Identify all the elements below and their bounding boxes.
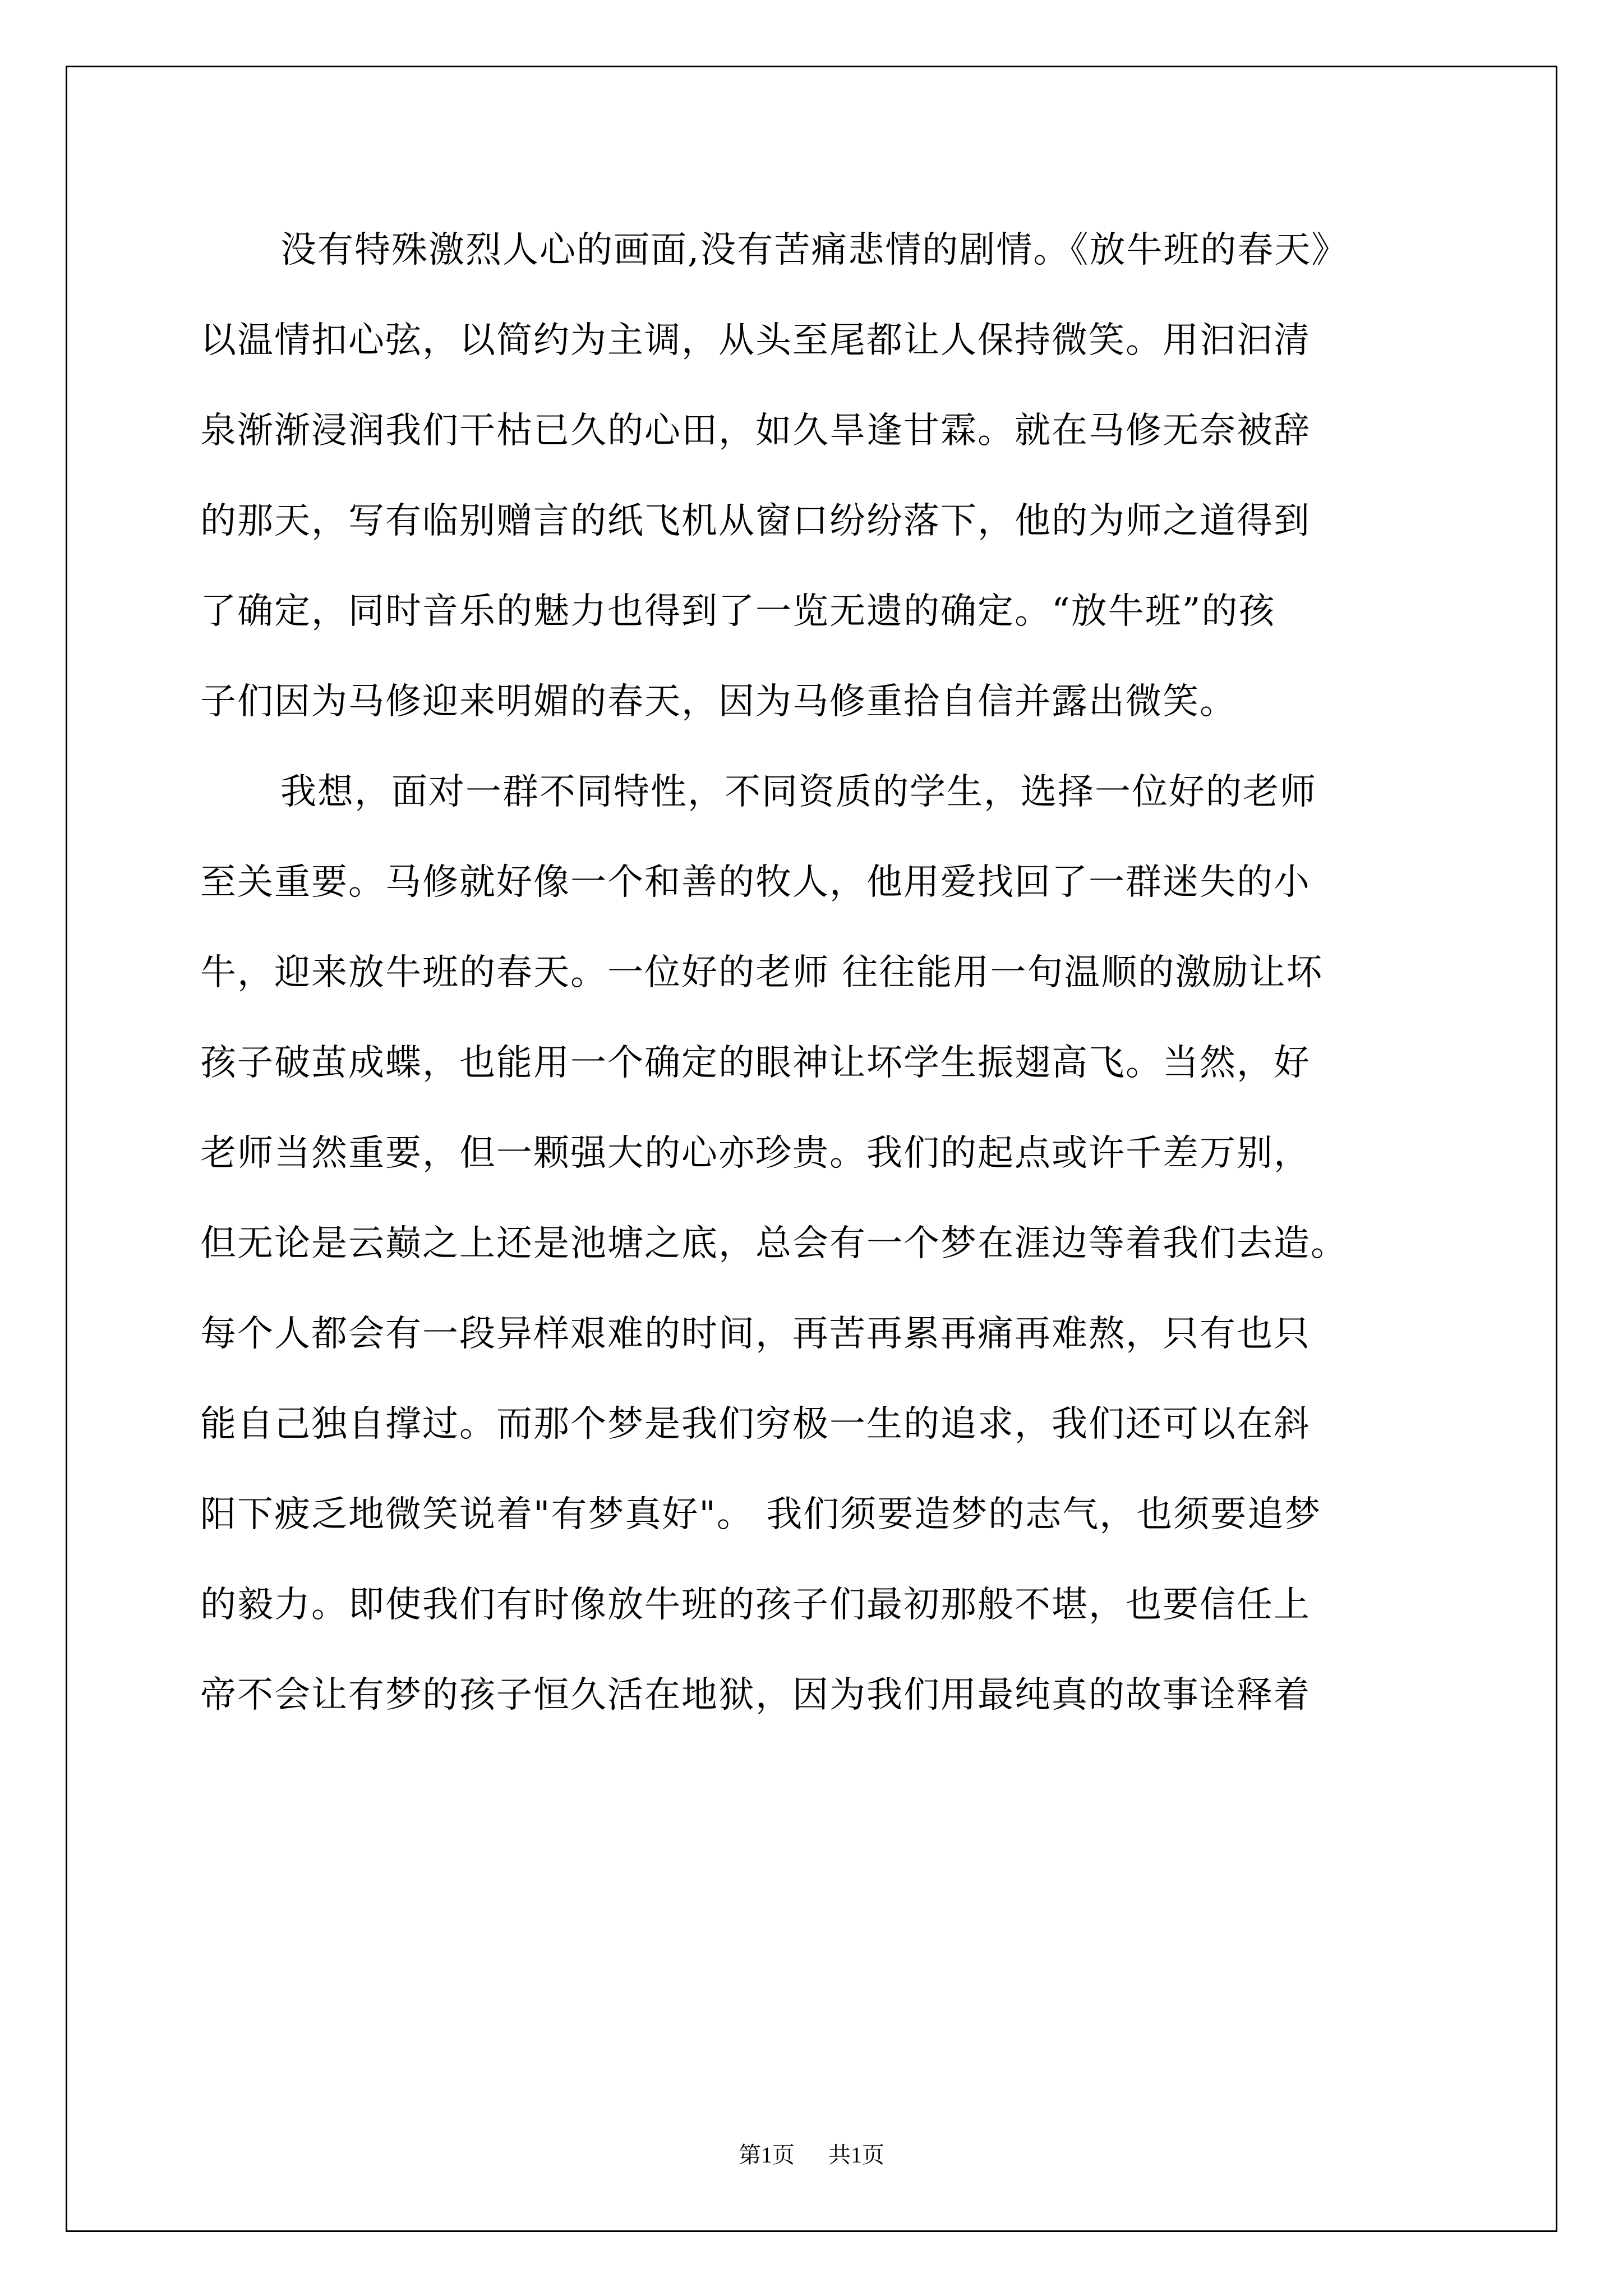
text-line: 老师当然重要，但一颗强大的心亦珍贵。我们的起点或许千差万别， (200, 1133, 1311, 1174)
text-line: 孩子破茧成蝶，也能用一个确定的眼神让坏学生振翅高飞。当然，好 (200, 1042, 1311, 1084)
text-line: 能自己独自撑过。而那个梦是我们穷极一生的追求，我们还可以在斜 (200, 1404, 1311, 1445)
text-line: 以温情扣心弦，以简约为主调，从头至尾都让人保持微笑。用汩汩清 (200, 320, 1311, 361)
text-line: 了确定，同时音乐的魅力也得到了一览无遗的确定。“放牛班”的孩 (200, 591, 1276, 632)
text-line: 泉渐渐浸润我们干枯已久的心田，如久旱逢甘霖。就在马修无奈被辞 (200, 410, 1311, 452)
text-line: 没有特殊激烈人心的画面,没有苦痛悲情的剧情。《放牛班的春天》 (280, 229, 1349, 271)
text-line: 至关重要。马修就好像一个和善的牧人，他用爱找回了一群迷失的小 (200, 862, 1311, 903)
text-line: 子们因为马修迎来明媚的春天，因为马修重拾自信并露出微笑。 (200, 681, 1237, 723)
text-line: 但无论是云巅之上还是池塘之底，总会有一个梦在涯边等着我们去造。 (200, 1223, 1348, 1264)
text-line: 每个人都会有一段异样艰难的时间，再苦再累再痛再难熬，只有也只 (200, 1313, 1311, 1355)
text-line: 的毅力。即使我们有时像放牛班的孩子们最初那般不堪，也要信任上 (200, 1584, 1311, 1626)
text-line: 帝不会让有梦的孩子恒久活在地狱，因为我们用最纯真的故事诠释着 (200, 1674, 1311, 1716)
page-total: 共1页 (828, 2142, 884, 2168)
page-footer (0, 2137, 1623, 2169)
document-body (200, 205, 1434, 1741)
text-line: 的那天，写有临别赠言的纸飞机从窗口纷纷落下，他的为师之道得到 (200, 500, 1311, 542)
text-line: 牛，迎来放牛班的春天。一位好的老师 往往能用一句温顺的激励让坏 (200, 952, 1324, 993)
text-line: 阳下疲乏地微笑说着"有梦真好"。 我们须要造梦的志气，也须要追梦 (200, 1494, 1322, 1535)
page-number: 第1页 (739, 2142, 795, 2168)
text-line: 我想，面对一群不同特性，不同资质的学生，选择一位好的老师 (280, 771, 1317, 813)
